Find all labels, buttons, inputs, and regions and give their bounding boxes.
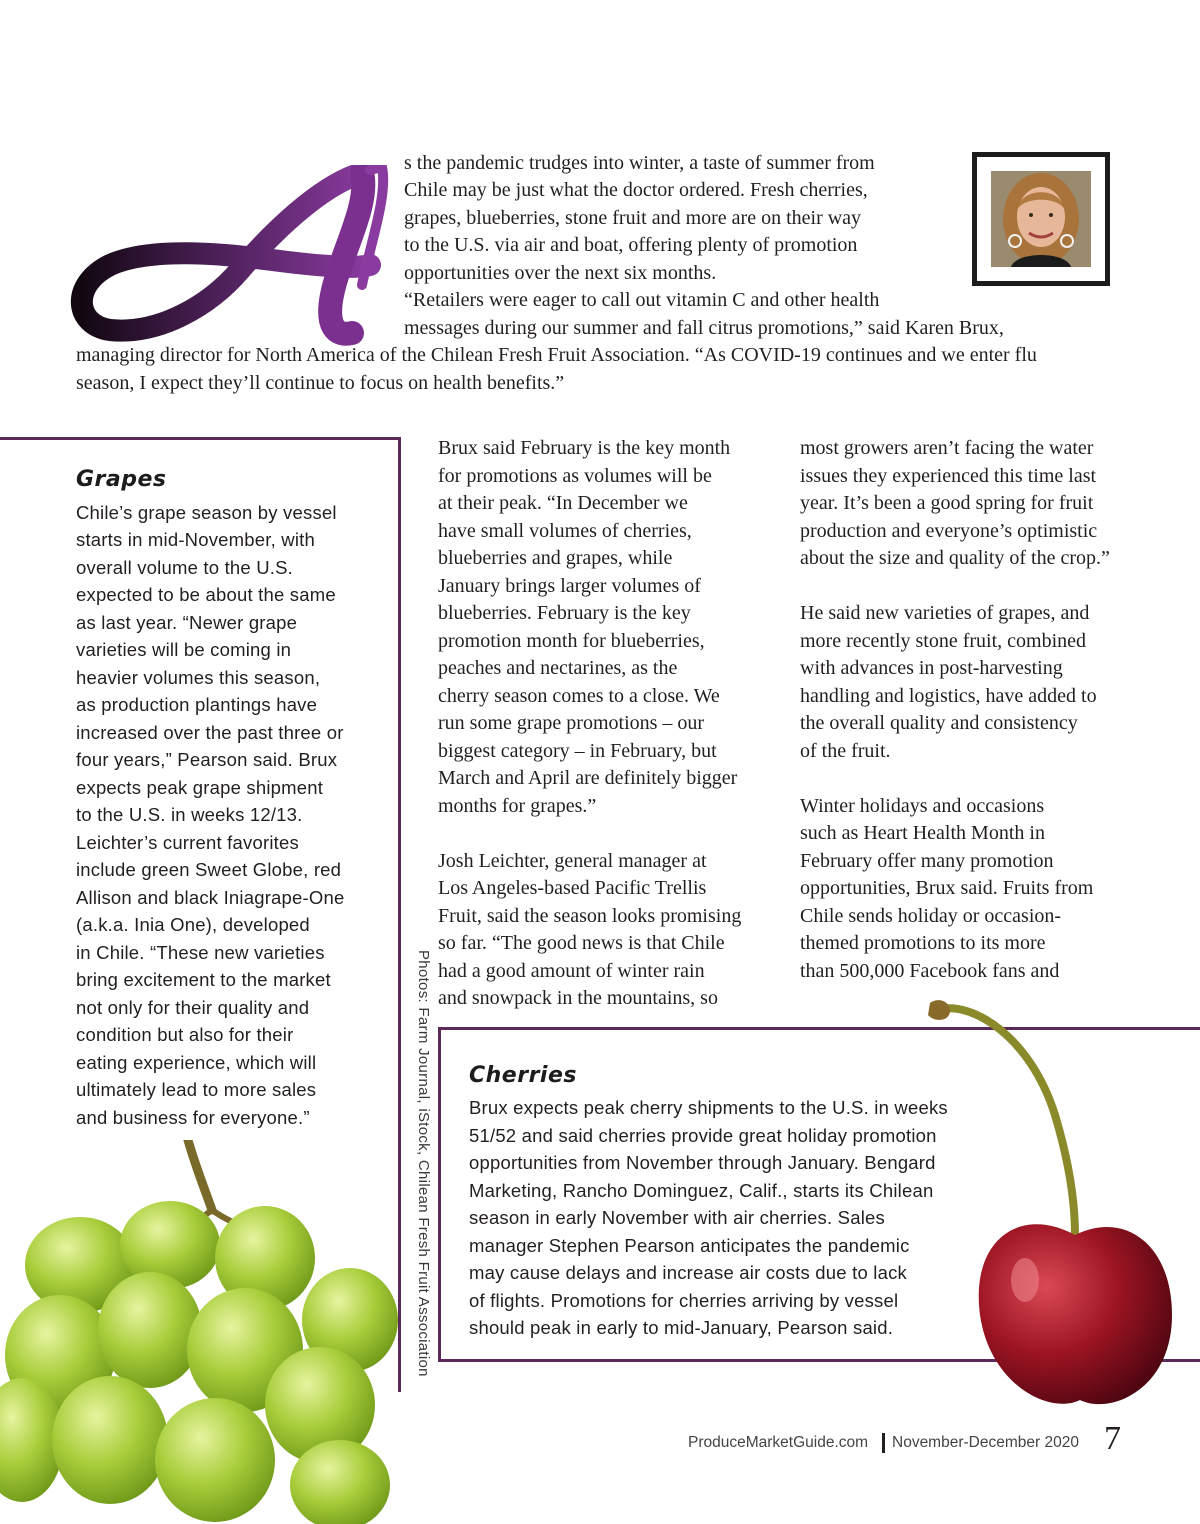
body-line: blueberries. February is the key <box>438 602 691 624</box>
body-line: run some grape promotions – our <box>438 712 705 734</box>
grapes-line: heavier volumes this season, <box>76 667 321 688</box>
grapes-line: as production plantings have <box>76 694 318 715</box>
body-line: than 500,000 Facebook fans and <box>800 960 1060 982</box>
body-line: have small volumes of cherries, <box>438 520 692 542</box>
body-line: production and everyone’s optimistic <box>800 520 1098 542</box>
cherries-line: 51/52 and said cherries provide great holiday promotion <box>469 1125 937 1146</box>
footer-issue-date: November-December 2020 <box>892 1434 1079 1451</box>
body-line: of the fruit. <box>800 740 891 762</box>
grapes-line: four years,” Pearson said. Brux <box>76 749 338 770</box>
grapes-line: to the U.S. in weeks 12/13. <box>76 804 303 825</box>
body-line: months for grapes.” <box>438 795 597 817</box>
body-line: so far. “The good news is that Chile <box>438 932 725 954</box>
body-line: year. It’s been a good spring for fruit <box>800 492 1094 514</box>
body-line: promotion month for blueberries, <box>438 630 705 652</box>
body-line: Winter holidays and occasions <box>800 795 1045 817</box>
photo-credit: Photos: Farm Journal, iStock, Chilean Fresh Fruit Association <box>415 950 432 1377</box>
body-line: with advances in post-harvesting <box>800 657 1063 679</box>
body-line: more recently stone fruit, combined <box>800 630 1087 652</box>
body-line: and snowpack in the mountains, so <box>438 987 718 1009</box>
grapes-line: in Chile. “These new varieties <box>76 942 325 963</box>
intro-line: season, I expect they’ll continue to focus on health benefits.” <box>76 372 565 394</box>
grapes-line: increased over the past three or <box>76 722 344 743</box>
cherry-image <box>910 995 1200 1415</box>
body-line: at their peak. “In December we <box>438 492 688 514</box>
body-line: peaches and nectarines, as the <box>438 657 678 679</box>
cherries-line: may cause delays and increase air costs due to lack <box>469 1262 907 1283</box>
footer-site-name: ProduceMarketGuide.com <box>688 1434 869 1451</box>
intro-line: opportunities over the next six months. <box>404 262 717 284</box>
grapes-line: include green Sweet Globe, red <box>76 859 342 880</box>
cherries-line: opportunities from November through January. Bengard <box>469 1152 936 1173</box>
grapes-line: Leichter’s current favorites <box>76 832 299 853</box>
body-line: opportunities, Brux said. Fruits from <box>800 877 1094 899</box>
cherries-heading: Cherries <box>469 1063 577 1088</box>
intro-line: to the U.S. via air and boat, offering plenty of promotion <box>404 234 858 256</box>
body-line: He said new varieties of grapes, and <box>800 602 1090 624</box>
dropcap-letter-a <box>70 165 400 350</box>
body-line: March and April are definitely bigger <box>438 767 738 789</box>
body-line: most growers aren’t facing the water <box>800 437 1094 459</box>
body-line: Chile sends holiday or occasion- <box>800 905 1062 927</box>
footer-divider <box>882 1433 885 1453</box>
body-line: Fruit, said the season looks promising <box>438 905 742 927</box>
grapes-box-border-top <box>0 437 400 440</box>
cherries-line: Brux expects peak cherry shipments to the U.S. in weeks <box>469 1097 948 1118</box>
intro-line: “Retailers were eager to call out vitamin C and other health <box>404 289 880 311</box>
grapes-line: expected to be about the same <box>76 584 336 605</box>
intro-line: grapes, blueberries, stone fruit and more are on their way <box>404 207 862 229</box>
grapes-line: Chile’s grape season by vessel <box>76 502 337 523</box>
body-line: Los Angeles-based Pacific Trellis <box>438 877 707 899</box>
grapes-line: (a.k.a. Inia One), developed <box>76 914 310 935</box>
body-line: January brings larger volumes of <box>438 575 701 597</box>
grapes-heading: Grapes <box>76 467 167 492</box>
body-line: issues they experienced this time last <box>800 465 1097 487</box>
intro-line: s the pandemic trudges into winter, a taste of summer from <box>404 152 875 174</box>
intro-line: managing director for North America of the Chilean Fresh Fruit Association. “As COVID-19 continues and we enter flu <box>76 344 1037 366</box>
intro-line: messages during our summer and fall citrus promotions,” said Karen Brux, <box>404 317 1004 339</box>
grapes-image <box>0 1140 420 1524</box>
body-line: for promotions as volumes will be <box>438 465 712 487</box>
body-line: biggest category – in February, but <box>438 740 717 762</box>
body-line: about the size and quality of the crop.” <box>800 547 1110 569</box>
grapes-line: ultimately lead to more sales <box>76 1079 317 1100</box>
grapes-line: as last year. “Newer grape <box>76 612 298 633</box>
intro-line: Chile may be just what the doctor ordered. Fresh cherries, <box>404 179 868 201</box>
grapes-line: starts in mid-November, with <box>76 529 315 550</box>
body-line: blueberries and grapes, while <box>438 547 673 569</box>
grapes-line: varieties will be coming in <box>76 639 292 660</box>
body-line: Brux said February is the key month <box>438 437 731 459</box>
grapes-line: not only for their quality and <box>76 997 310 1018</box>
body-line: handling and logistics, have added to <box>800 685 1097 707</box>
cherries-line: of flights. Promotions for cherries arriving by vessel <box>469 1290 899 1311</box>
page-number: 7 <box>1104 1420 1121 1457</box>
body-line: had a good amount of winter rain <box>438 960 705 982</box>
body-line: the overall quality and consistency <box>800 712 1078 734</box>
grapes-line: overall volume to the U.S. <box>76 557 294 578</box>
cherries-line: should peak in early to mid-January, Pearson said. <box>469 1317 894 1338</box>
body-line: Josh Leichter, general manager at <box>438 850 707 872</box>
body-line: themed promotions to its more <box>800 932 1046 954</box>
grapes-line: eating experience, which will <box>76 1052 317 1073</box>
body-line: such as Heart Health Month in <box>800 822 1045 844</box>
grapes-line: condition but also for their <box>76 1024 294 1045</box>
portrait-photo <box>991 171 1091 267</box>
body-line: cherry season comes to a close. We <box>438 685 720 707</box>
grapes-line: and business for everyone.” <box>76 1107 310 1128</box>
grapes-line: expects peak grape shipment <box>76 777 324 798</box>
cherries-line: season in early November with air cherries. Sales <box>469 1207 885 1228</box>
grapes-line: bring excitement to the market <box>76 969 331 990</box>
portrait-photo-frame <box>972 152 1110 286</box>
cherries-line: manager Stephen Pearson anticipates the pandemic <box>469 1235 910 1256</box>
cherries-line: Marketing, Rancho Dominguez, Calif., starts its Chilean <box>469 1180 934 1201</box>
body-line: February offer many promotion <box>800 850 1054 872</box>
grapes-line: Allison and black Iniagrape-One <box>76 887 345 908</box>
